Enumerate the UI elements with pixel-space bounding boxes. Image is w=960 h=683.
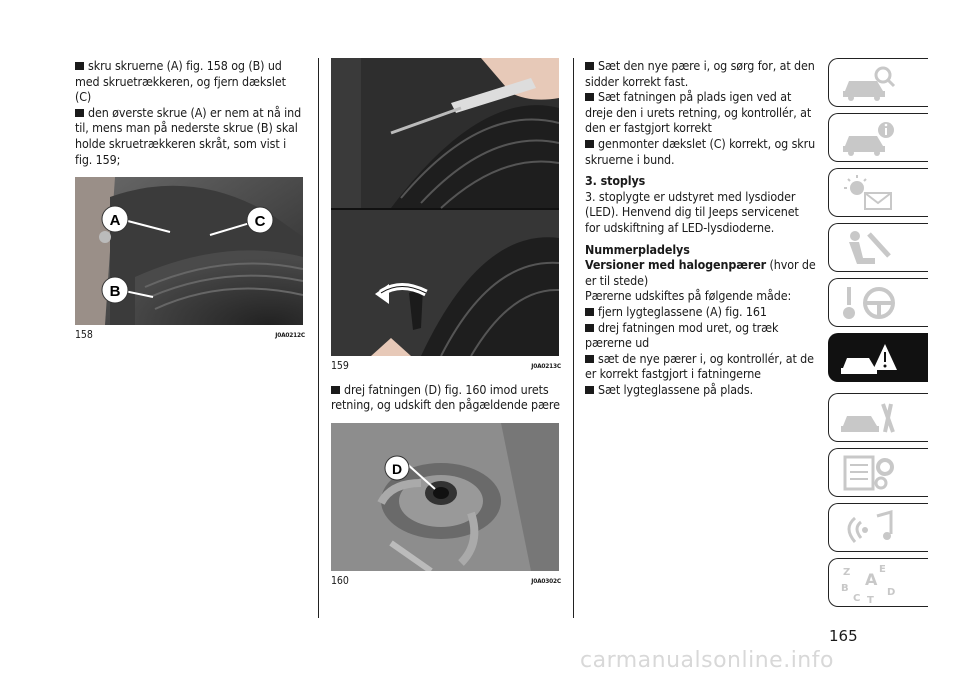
svg-text:Z: Z: [843, 567, 851, 578]
bullet-item: skru skruerne (A) fig. 158 og (B) ud med skruetrækkeren, og fjern dækslet (C): [75, 58, 286, 105]
bullet-item: drej fatningen mod uret, og træk pærerne ud: [585, 319, 779, 351]
figure-159: [331, 58, 559, 356]
watermark: carmanualsonline.info: [580, 648, 834, 673]
tab-lights-messages[interactable]: [828, 168, 928, 217]
column-3: [585, 58, 817, 397]
callout-c: C: [254, 213, 266, 231]
callout-d: D: [391, 460, 403, 477]
tab-multimedia[interactable]: [828, 503, 928, 552]
paragraph: Versioner med halogenpærer (hvor de er til stede): [585, 257, 816, 288]
specifications-gear-icon: [839, 453, 899, 493]
column-divider-1: [318, 58, 319, 618]
tab-starting-driving[interactable]: [828, 278, 928, 327]
light-message-icon: [839, 173, 899, 213]
column-divider-2: [573, 58, 574, 618]
callout-b: B: [109, 283, 121, 301]
callout-a: A: [109, 212, 121, 230]
wheel-arch-photo: [75, 177, 303, 325]
bullet-item: genmonter dækslet (C) korrekt, og skru skruerne i bund.: [585, 135, 816, 167]
car-info-icon: [839, 118, 899, 158]
figure-caption: [75, 328, 305, 344]
page-number: 165: [829, 627, 858, 645]
bulb-socket-photo: [331, 423, 559, 571]
bullet-item: Sæt fatningen på plads igen ved at dreje den i urets retning, og kontrollér, at den er fastgjort korrekt: [585, 89, 812, 136]
svg-text:E: E: [879, 564, 886, 575]
bullet-icon: [331, 386, 340, 394]
paragraph: 3. stoplygte er udstyret med lysdioder (LED). Henvend dig til Jeeps servicenet for udskiftning af LED-lysdioderne.: [585, 188, 799, 235]
tab-maintenance[interactable]: [828, 393, 928, 442]
tab-technical-data[interactable]: [828, 448, 928, 497]
figure-158: [75, 177, 303, 325]
figure-caption: [331, 359, 561, 375]
svg-text:D: D: [887, 587, 896, 598]
bullet-item: den øverste skrue (A) er nem at nå ind til, mens man på nederste skrue (B) skal holde skruetrækkeren skråt, som vist i fig. 159;: [75, 104, 302, 167]
tab-emergency[interactable]: [828, 333, 928, 382]
tab-alphabetical-index[interactable]: [828, 558, 928, 607]
bullet-item: sæt de nye pærer i, og kontrollér, at de er korrekt fastgjort i fatningerne: [585, 350, 814, 382]
svg-text:T: T: [867, 595, 874, 603]
airbag-seat-icon: [839, 228, 899, 268]
figure-number: 158: [75, 329, 93, 342]
bullet-icon: [585, 355, 594, 363]
bullet-item: Sæt lygteglassene på plads.: [585, 382, 817, 398]
figure-number: 159: [331, 360, 349, 372]
bullet-icon: [585, 93, 594, 101]
bullet-icon: [585, 386, 594, 394]
alphabetical-index-icon: [839, 563, 899, 603]
bullet-icon: [75, 62, 84, 70]
bullet-item: drej fatningen (D) fig. 160 imod urets retning, og udskift den pågældende pære: [331, 381, 560, 413]
figure-code: J0A0302C: [531, 576, 561, 585]
bullet-icon: [585, 324, 594, 332]
figure-code: J0A0213C: [531, 362, 561, 370]
section-heading: Nummerpladelys: [585, 241, 690, 257]
tab-car-search[interactable]: [828, 58, 928, 107]
tab-car-info[interactable]: [828, 113, 928, 162]
figure-number: 160: [331, 574, 349, 587]
svg-text:C: C: [853, 593, 861, 603]
section-heading: 3. stoplys: [585, 173, 646, 189]
bullet-item: Sæt den nye pære i, og sørg for, at den sidder korrekt fast.: [585, 58, 815, 89]
bullet-icon: [585, 140, 594, 148]
steering-wheel-icon: [839, 283, 899, 323]
tire-screwdriver-photo: [331, 58, 559, 356]
column-1: [75, 58, 305, 344]
bullet-icon: [585, 62, 594, 70]
bullet-item: fjern lygteglassene (A) fig. 161: [585, 304, 817, 320]
car-search-icon: [839, 63, 899, 103]
figure-160: [331, 423, 559, 571]
bullet-icon: [585, 308, 594, 316]
car-tools-icon: [839, 398, 899, 438]
svg-text:A: A: [865, 570, 878, 589]
car-warning-icon: [839, 338, 899, 378]
tab-safety[interactable]: [828, 223, 928, 272]
paragraph: Pærerne udskiftes på følgende måde:: [585, 288, 792, 304]
multimedia-icon: [839, 508, 899, 548]
bullet-icon: [75, 109, 84, 117]
svg-text:B: B: [841, 583, 849, 594]
figure-code: J0A0212C: [275, 331, 305, 340]
column-2: [331, 58, 561, 589]
figure-caption: [331, 574, 561, 590]
